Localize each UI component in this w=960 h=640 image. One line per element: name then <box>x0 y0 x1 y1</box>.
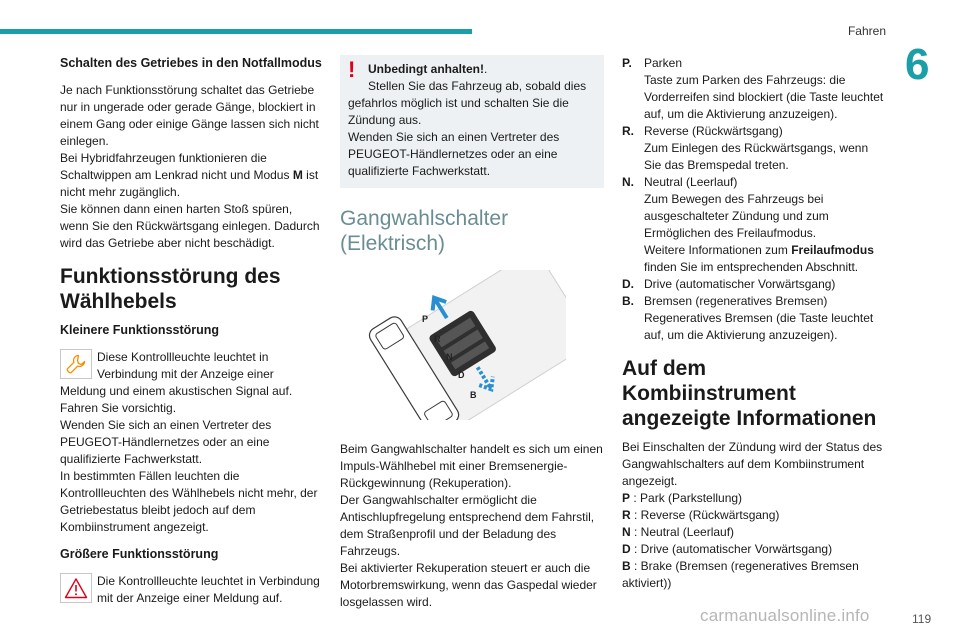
list-item: R. Reverse (Rückwärtsgang) Zum Einlegen des Rückwärtsgangs, wenn Sie das Bremspedal treten. <box>622 124 869 172</box>
gear-selector-illustration <box>366 270 566 420</box>
paragraph: Bei Einschalten der Zündung wird der Status des Gangwahlschalters auf dem Kombiinstrument angezeigt. <box>622 440 883 488</box>
heading-gear-selector: Gangwahlschalter (Elektrisch) <box>340 207 509 255</box>
paragraph: Bei Hybridfahrzeugen funktionieren die Schaltwippen am Lenkrad nicht und Modus M ist nicht mehr zugänglich. <box>60 151 319 199</box>
wrench-icon <box>60 349 92 379</box>
gear-positions-list <box>622 55 884 344</box>
paragraph: Beim Gangwahlschalter handelt es sich um einen Impuls-Wählhebel mit einer Bremsenergie-Rückgewinnung (Rekuperation). <box>340 442 603 490</box>
gear-letter-p: P <box>422 314 429 324</box>
exclamation-icon: ! <box>348 57 356 82</box>
page-number: 119 <box>912 612 932 626</box>
warning-text: Wenden Sie sich an einen Vertreter des PEUGEOT-Händlernetzes oder an eine qualifizierte Fachwerkstatt. <box>348 130 560 178</box>
list-item: D. Drive (automatischer Vorwärtsgang) <box>622 277 836 291</box>
warning-box: ! Unbedingt anhalten!. Stellen Sie das Fahrzeug ab, sobald dies gefahrlos möglich ist und schalten Sie die Zündung aus. Wenden Sie sich an einen Vertreter des PEUGEOT-Händlernetzes oder an eine qualifizierte Fachwerkstatt. <box>340 55 604 188</box>
warning-triangle-icon <box>60 573 92 603</box>
column-left <box>60 55 322 607</box>
column-right <box>622 55 884 592</box>
status-item: R : Reverse (Rückwärtsgang) <box>622 508 780 522</box>
gear-letter-d: D <box>458 370 465 380</box>
gear-letter-b: B <box>470 390 477 400</box>
paragraph: Je nach Funktionsstörung schaltet das Getriebe nur in ungerade oder gerade Gänge, blockiert in einem Gang oder einige Gänge lassen sich nicht einlegen. <box>60 83 319 148</box>
list-item: P. Parken Taste zum Parken des Fahrzeugs: die Vorderreifen sind blockiert (die Taste leuchtet auf, um die Aktivierung anzuzeigen). <box>622 56 884 121</box>
watermark: carmanualsonline.info <box>700 606 870 625</box>
status-item: P : Park (Parkstellung) <box>622 491 743 505</box>
section-name: Fahren <box>847 24 886 38</box>
subheading-minor: Kleinere Funktionsstörung <box>60 323 220 337</box>
gear-letter-r: R <box>434 334 441 344</box>
heading-selector-malfunction: Funktionsstörung des Wählhebels <box>60 265 281 313</box>
paragraph: Wenden Sie sich an einen Vertreter des PEUGEOT-Händlernetzes oder an eine qualifizierte Fachwerkstatt. <box>60 418 272 466</box>
subheading-major: Größere Funktionsstörung <box>60 547 219 561</box>
status-item: D : Drive (automatischer Vorwärtsgang) <box>622 542 833 556</box>
heading-emergency-mode: Schalten des Getriebes in den Notfallmodus <box>60 56 322 70</box>
minor-malfunction-block: Diese Kontrollleuchte leuchtet in Verbindung mit der Anzeige einer Meldung und einem akustischen Signal auf. <box>60 350 293 398</box>
header-accent-bar <box>0 29 472 34</box>
warning-text: Stellen Sie das Fahrzeug ab, sobald dies gefahrlos möglich ist und schalten Sie die Zündung aus. <box>348 79 587 127</box>
chapter-number: 6 <box>905 40 930 89</box>
paragraph: In bestimmten Fällen leuchten die Kontrollleuchten des Wählhebels nicht mehr, der Getriebestatus bleibt jedoch auf dem Kombiinstrument angezeigt. <box>60 469 318 534</box>
paragraph: Fahren Sie vorsichtig. <box>60 401 177 415</box>
status-item: N : Neutral (Leerlauf) <box>622 525 735 539</box>
status-list <box>622 490 884 592</box>
heading-instrument-display: Auf dem Kombiinstrument angezeigte Informationen <box>622 357 877 430</box>
list-item: B. Bremsen (regeneratives Bremsen) Regeneratives Bremsen (die Taste leuchtet auf, um die Aktivierung anzuzeigen). <box>622 294 874 342</box>
status-item: B : Brake (Bremsen (regeneratives Bremsen aktiviert)) <box>622 559 859 590</box>
list-item: N. Neutral (Leerlauf) Zum Bewegen des Fahrzeugs bei ausgeschalteter Zündung und zum Ermöglichen des Freilaufmodus. Weitere Informationen zum Freilaufmodus finden Sie im entsprechenden Abschnitt. <box>622 175 874 274</box>
gear-letter-n: N <box>446 352 453 362</box>
major-malfunction-block: Die Kontrollleuchte leuchtet in Verbindung mit der Anzeige einer Meldung auf. <box>60 573 322 607</box>
warning-title: Unbedingt anhalten! <box>368 62 484 76</box>
column-middle <box>340 55 604 611</box>
paragraph: Sie können dann einen harten Stoß spüren, wenn Sie den Rückwärtsgang einlegen. Dadurch wird das Getriebe aber nicht beschädigt. <box>60 202 320 250</box>
paragraph: Der Gangwahlschalter ermöglicht die Antischlupfregelung entsprechend dem Fahrstil, dem Straßenprofil und der Beladung des Fahrzeugs. <box>340 493 595 558</box>
paragraph: Bei aktivierter Rekuperation steuert er auch die Motorbremswirkung, wenn das Gaspedal wieder losgelassen wird. <box>340 561 597 609</box>
